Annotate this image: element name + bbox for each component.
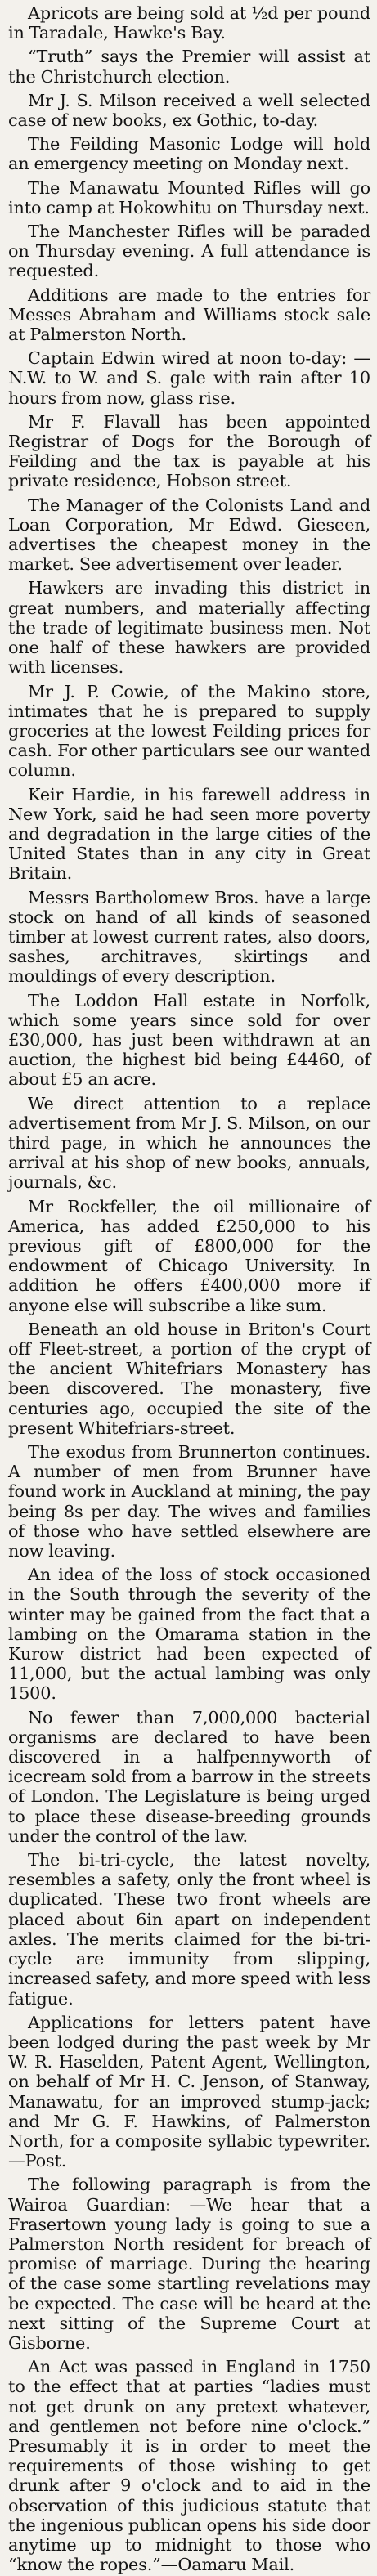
news-item-stock-sale: Additions are made to the entries for Messes Abraham and Williams stock sale at Palmerston North. (8, 284, 370, 345)
news-item-weather-forecast: Captain Edwin wired at noon to-day: —N.W. to W. and S. gale with rain after 10 hours from now, glass rise. (8, 348, 370, 408)
news-item-loddon-hall: The Loddon Hall estate in Norfolk, which some years since sold for over £30,000, has just been withdrawn at an auction, the highest bid being £4460, of about £5 an acre. (8, 990, 370, 1090)
news-item-bartholomew-bros: Messrs Bartholomew Bros. have a large stock on hand of all kinds of seasoned timber at lowest current rates, also doors, sashes, architraves, skirtings and mouldings of every description. (8, 887, 370, 987)
news-item-milson-advertisement: We direct attention to a replace advertisement from Mr J. S. Milson, on our third page, in which he announces the arrival at his shop of new books, annuals, journals, &c. (8, 1093, 370, 1193)
news-item-milson-books: Mr J. S. Milson received a well selected case of new books, ex Gothic, to-day. (8, 90, 370, 131)
news-item-breach-of-promise: The following paragraph is from the Wairoa Guardian: —We hear that a Frasertown young lady is going to sue a Palmerston North resident for breach of promise of marriage. During the hearing of the case some startling revelations may be expected. The case will be heard at the next sitting of the Supreme Court at Gisborne. (8, 2175, 370, 2353)
news-item-act-of-1750: An Act was passed in England in 1750 to the effect that at parties “ladies must not get drunk on any pretext whatever, and gentlemen not before nine o'clock.” Presumably it is in order to meet the requirements of those wishing to get drunk after 9 o'clock and to aid in the observation of this judicious statute that the ingenious publican opens his side door anytime up to midnight to those who “know the ropes.”—Oamaru Mail. (8, 2357, 370, 2575)
news-item-icecream-bacteria: No fewer than 7,000,000 bacterial organisms are declared to have been discovered in a halfpennyworth of icecream sold from a barrow in the streets of London. The Legislature is being urged to place these disease-breeding grounds under the control of the law. (8, 1707, 370, 1846)
news-item-rockfeller: Mr Rockfeller, the oil millionaire of America, has added £250,000 to his previous gift of £800,000 for the endowment of Chicago University. In addition he offers £400,000 more if anyone else will subscribe a like sum. (8, 1196, 370, 1315)
news-item-manchester-rifles: The Manchester Rifles will be paraded on Thursday evening. A full attendance is requested. (8, 222, 370, 281)
news-item-loan-corporation: The Manager of the Colonists Land and Loan Corporation, Mr Edwd. Gieseen, advertises the cheapest money in the market. See advertisement over leader. (8, 495, 370, 575)
news-item-whitefriars: Beneath an old house in Briton's Court off Fleet-street, a portion of the crypt of the ancient Whitefriars Monastery has been discovered. The monastery, five centuries ago, occupied the site of the present Whitefriars-street. (8, 1319, 370, 1438)
news-item-mounted-rifles: The Manawatu Mounted Rifles will go into camp at Hokowhitu on Thursday next. (8, 177, 370, 217)
news-item-truth-premier: “Truth” says the Premier will assist at the Christchurch election. (8, 47, 370, 87)
news-item-makino-store: Mr J. P. Cowie, of the Makino store, intimates that he is prepared to supply groceries at the lowest Feilding prices for cash. For other particulars see our wanted column. (8, 681, 370, 781)
news-item-brunnerton: The exodus from Brunnerton continues. A number of men from Brunner have found work in Auckland at mining, the pay being 8s per day. The wives and families of those who have settled elsewhere are now leaving. (8, 1442, 370, 1561)
news-item-masonic-lodge: The Feilding Masonic Lodge will hold an emergency meeting on Monday next. (8, 134, 370, 174)
news-item-stock-loss: An idea of the loss of stock occasioned in the South through the severity of the winter may be gained from the fact that a lambing on the Omarama station in the Kurow district had been expected of 11,000, but the actual lambing was only 1500. (8, 1565, 370, 1704)
news-item-apricots: Apricots are being sold at ½d per pound in Taradale, Hawke's Bay. (8, 3, 370, 43)
news-column (8, 3, 370, 2574)
news-item-letters-patent: Applications for letters patent have been lodged during the past week by Mr W. R. Haselden, Patent Agent, Wellington, on behalf of Mr H. C. Jenson, of Stanway, Manawatu, for an improved stump-jack; and Mr G. F. Hawkins, of Palmerston North, for a composite syllabic typewriter.—Post. (8, 2012, 370, 2171)
news-item-bi-tri-cycle: The bi-tri-cycle, the latest novelty, resembles a safety, only the front wheel is duplicated. These two front wheels are placed about 6in apart on independent axles. The merits claimed for the bi-tri-cycle are immunity from slipping, increased safety, and more speed with less fatigue. (8, 1850, 370, 2009)
news-item-keir-hardie: Keir Hardie, in his farewell address in New York, said he had seen more poverty and degradation in the large cities of the United States than in any city in Great Britain. (8, 784, 370, 884)
news-item-registrar-of-dogs: Mr F. Flavall has been appointed Registrar of Dogs for the Borough of Feilding and the tax is payable at his private residence, Hobson street. (8, 411, 370, 491)
news-item-hawkers: Hawkers are invading this district in great numbers, and materially affecting the trade of legitimate business men. Not one half of these hawkers are provided with licenses. (8, 578, 370, 678)
